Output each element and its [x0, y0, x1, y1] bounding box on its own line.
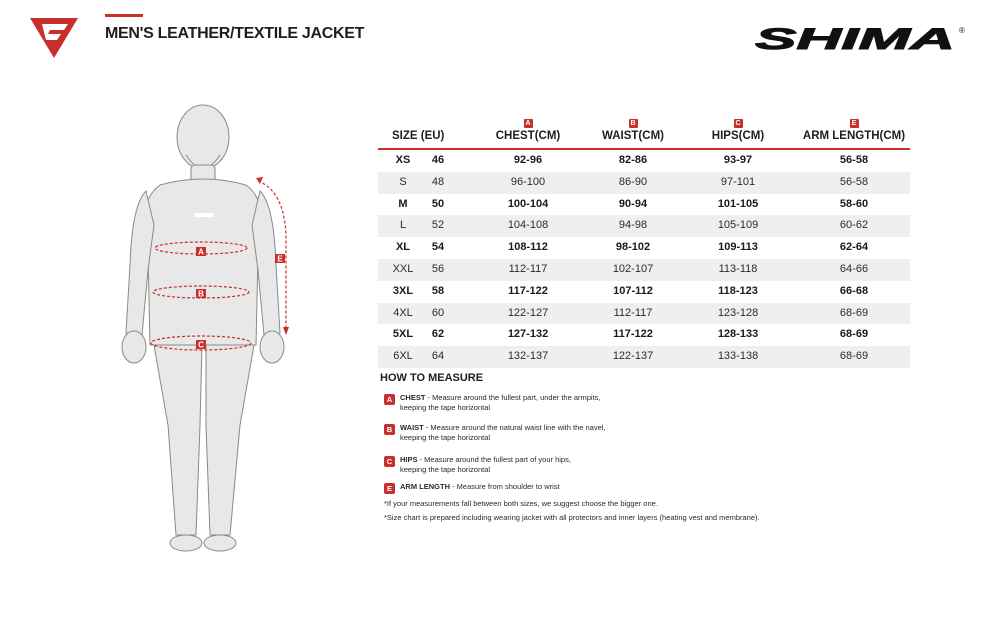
- arm-cell: 68-69: [839, 328, 869, 341]
- note-between-sizes: *If your measurements fall between both sizes, we suggest choose the bigger one.: [384, 499, 658, 508]
- arm-cell: 62-64: [839, 241, 869, 254]
- figure-tag-chest: A: [198, 247, 204, 257]
- size-cell: S: [399, 175, 407, 188]
- chest-cell: 127-132: [507, 328, 549, 341]
- col-header-size: SIZE (EU): [392, 130, 445, 142]
- table-row: [378, 215, 910, 237]
- size-cell: L: [399, 219, 407, 232]
- hips-cell: 97-101: [720, 175, 756, 188]
- figure-tag-waist: B: [198, 289, 204, 299]
- measure-tag: E: [384, 483, 395, 494]
- eu-cell: 54: [431, 241, 445, 254]
- arm-cell: 58-60: [839, 197, 869, 210]
- measure-term: HIPS: [400, 455, 418, 464]
- arm-tag: E: [850, 119, 859, 128]
- chest-cell: 100-104: [507, 197, 549, 210]
- measure-term: ARM LENGTH: [400, 482, 450, 491]
- chest-cell: 122-127: [507, 306, 549, 319]
- size-cell: 5XL: [392, 328, 414, 341]
- table-row: [378, 194, 910, 216]
- hips-cell: 133-138: [717, 350, 759, 363]
- measure-text: - Measure from shoulder to wrist: [450, 482, 560, 491]
- arm-cell: 60-62: [839, 219, 869, 232]
- size-cell: XL: [395, 241, 411, 254]
- hips-cell: 128-133: [717, 328, 759, 341]
- hips-tag: C: [735, 120, 741, 127]
- hips-cell: 93-97: [723, 154, 753, 166]
- eu-cell: 52: [431, 219, 445, 232]
- measure-tag: C: [384, 456, 395, 467]
- measure-text: - Measure around the natural waist line with the navel,: [423, 423, 606, 432]
- waist-cell: 98-102: [615, 241, 651, 254]
- size-cell: XXL: [392, 262, 414, 275]
- chest-cell: 108-112: [508, 241, 548, 254]
- chest-cell: 92-96: [513, 154, 543, 166]
- measure-text-line2: keeping the tape horizontal: [400, 403, 491, 412]
- body-figure: [110, 95, 310, 565]
- measure-text: - Measure around the fullest part, under the armpits,: [425, 393, 601, 402]
- chest-cell: 117-122: [508, 284, 548, 297]
- waist-cell: 122-137: [612, 350, 654, 363]
- hips-cell: 123-128: [717, 306, 759, 319]
- arm-cell: 64-66: [839, 262, 869, 275]
- eu-cell: 46: [431, 154, 445, 166]
- chest-cell: 132-137: [507, 350, 549, 363]
- eu-cell: 50: [431, 197, 445, 210]
- measure-text: - Measure around the fullest part of your hips,: [417, 455, 571, 464]
- measure-tag: A: [384, 394, 395, 405]
- note-layers: *Size chart is prepared including wearing jacket with all protectors and inner layers (heating vest and membrane).: [384, 513, 760, 522]
- waist-cell: 86-90: [618, 175, 648, 188]
- title-accent-bar: [105, 14, 143, 17]
- arm-cell: 56-58: [839, 154, 869, 166]
- hips-cell: 113-118: [718, 262, 758, 275]
- table-row: [378, 346, 910, 368]
- hips-cell: 101-105: [717, 197, 759, 210]
- col-header-hips-label: HIPS(CM): [711, 130, 765, 142]
- size-cell: XS: [395, 154, 411, 166]
- size-cell: 6XL: [393, 350, 413, 363]
- chest-cell: 112-117: [508, 262, 548, 275]
- waist-cell: 90-94: [618, 197, 648, 210]
- how-to-measure-title: HOW TO MEASURE: [380, 372, 484, 384]
- measure-term: WAIST: [400, 423, 424, 432]
- table-row: [378, 281, 910, 303]
- chest-tag: A: [525, 120, 531, 127]
- size-cell: M: [398, 197, 408, 210]
- arm-cell: 66-68: [839, 284, 869, 297]
- col-header-waist-label: WAIST(CM): [602, 130, 664, 142]
- table-row: [378, 324, 910, 346]
- col-header-arm: [794, 119, 914, 142]
- logo-text: SHIMA: [755, 24, 955, 54]
- col-header-waist: [593, 119, 673, 142]
- col-header-arm-label: ARM LENGTH(CM): [802, 130, 906, 142]
- eu-cell: 60: [431, 306, 445, 319]
- col-header-chest: [488, 119, 568, 142]
- table-row: [378, 150, 910, 172]
- size-cell: 3XL: [392, 284, 414, 297]
- brand-mark-icon: [28, 14, 80, 60]
- table-row: [378, 237, 910, 259]
- eu-cell: 58: [431, 284, 445, 297]
- table-row: [378, 259, 910, 281]
- eu-cell: 62: [431, 328, 445, 341]
- registered-mark: ®: [959, 26, 965, 35]
- waist-cell: 107-112: [613, 284, 653, 297]
- hips-cell: 105-109: [717, 219, 759, 232]
- waist-cell: 112-117: [613, 306, 653, 319]
- page-title: MEN'S LEATHER/TEXTILE JACKET: [105, 25, 365, 42]
- eu-cell: 48: [431, 175, 445, 188]
- size-table: [378, 108, 910, 368]
- table-header: [378, 108, 910, 150]
- shima-logo: [755, 24, 970, 54]
- table-row: [378, 303, 910, 325]
- hips-cell: 118-123: [718, 284, 758, 297]
- figure-tag-hips: C: [198, 340, 204, 350]
- measure-term: CHEST: [400, 393, 426, 402]
- figure-tag-arm: E: [277, 254, 283, 264]
- size-cell: 4XL: [393, 306, 413, 319]
- measure-text-line2: keeping the tape horizontal: [400, 433, 491, 442]
- measure-text-line2: keeping the tape horizontal: [400, 465, 491, 474]
- table-row: [378, 172, 910, 194]
- chest-cell: 104-108: [507, 219, 549, 232]
- hips-cell: 109-113: [718, 241, 758, 254]
- waist-tag: B: [630, 120, 636, 127]
- chest-cell: 96-100: [510, 175, 546, 188]
- waist-cell: 117-122: [613, 328, 653, 341]
- waist-cell: 82-86: [618, 154, 648, 166]
- col-header-chest-label: CHEST(CM): [495, 130, 561, 142]
- waist-cell: 102-107: [612, 262, 654, 275]
- arm-cell: 68-69: [839, 306, 869, 319]
- eu-cell: 56: [431, 262, 445, 275]
- measure-tag: B: [384, 424, 395, 435]
- arm-cell: 56-58: [839, 175, 869, 188]
- waist-cell: 94-98: [618, 219, 648, 232]
- eu-cell: 64: [431, 350, 445, 363]
- arm-cell: 68-69: [839, 350, 869, 363]
- col-header-hips: [698, 119, 778, 142]
